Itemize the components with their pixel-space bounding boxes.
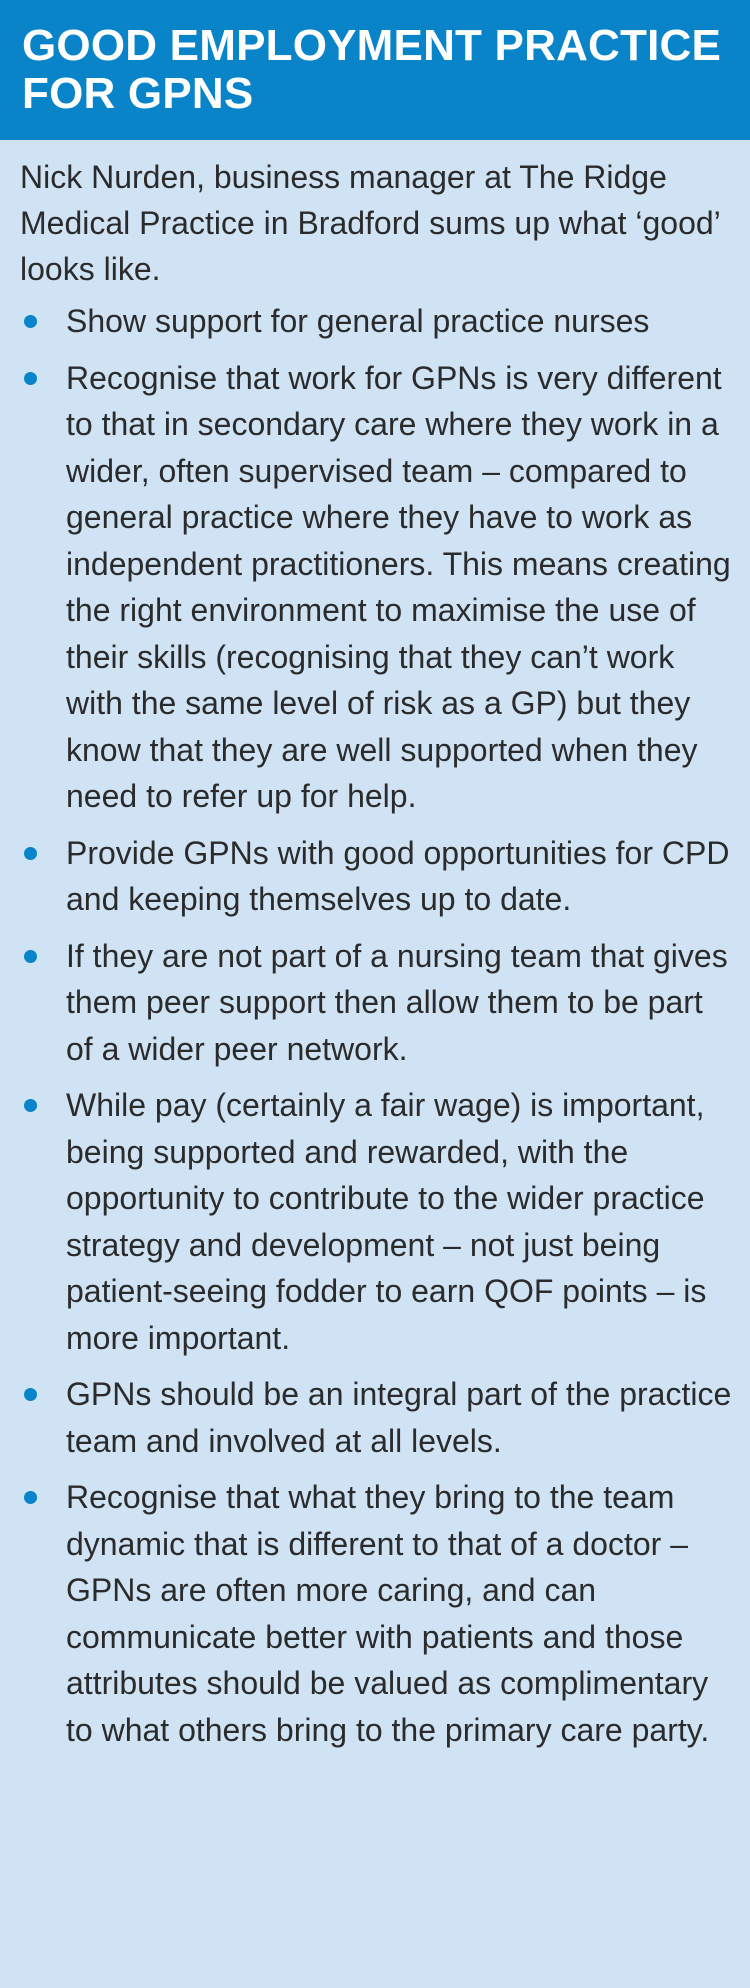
list-item-text: Recognise that what they bring to the team dynamic that is different to that of a doctor – GPNs are often more caring, and can communicate better with patients and those attributes should be valued as complimentary to what others bring to the primary care party.	[66, 1479, 710, 1748]
box-title-line-2: FOR GPNS	[22, 69, 254, 118]
intro-paragraph: Nick Nurden, business manager at The Ridge Medical Practice in Bradford sums up what ‘good’ looks like.	[20, 159, 720, 287]
list-item	[20, 1082, 732, 1361]
box-title	[22, 22, 730, 118]
list-item-text: GPNs should be an integral part of the practice team and involved at all levels.	[66, 1376, 732, 1459]
list-item	[20, 1371, 732, 1464]
list-item	[20, 1474, 732, 1753]
box-header	[0, 0, 750, 140]
list-item	[20, 298, 732, 345]
bullet-icon	[24, 1099, 37, 1112]
bullet-icon	[24, 950, 37, 963]
list-item-text: Show support for general practice nurses	[66, 303, 650, 339]
list-item-text: If they are not part of a nursing team that gives them peer support then allow them to be part of a wider peer network.	[66, 937, 728, 1067]
box-content	[0, 140, 750, 1753]
list-item-text: While pay (certainly a fair wage) is important, being supported and rewarded, with the opportunity to contribute to the wider practice strategy and development – not just being patient-seeing fodder to earn QOF points – is more important.	[66, 1087, 707, 1356]
list-item	[20, 933, 732, 1073]
bullet-icon	[24, 372, 37, 385]
box-title-line-1: GOOD EMPLOYMENT PRACTICE	[22, 21, 722, 70]
list-item	[20, 355, 732, 820]
bullet-list	[20, 298, 732, 1753]
bullet-icon	[24, 1388, 37, 1401]
bullet-icon	[24, 315, 37, 328]
list-item-text: Recognise that work for GPNs is very different to that in secondary care where they work in a wider, often supervised team – compared to general practice where they have to work as independent practitioners. This means creating the right environment to maximise the use of their skills (recognising that they can’t work with the same level of risk as a GP) but they know that they are well supported when they need to refer up for help.	[66, 359, 731, 814]
list-item-text: Provide GPNs with good opportunities for CPD and keeping themselves up to date.	[66, 834, 730, 917]
bullet-icon	[24, 1491, 37, 1504]
list-item	[20, 830, 732, 923]
bullet-icon	[24, 847, 37, 860]
